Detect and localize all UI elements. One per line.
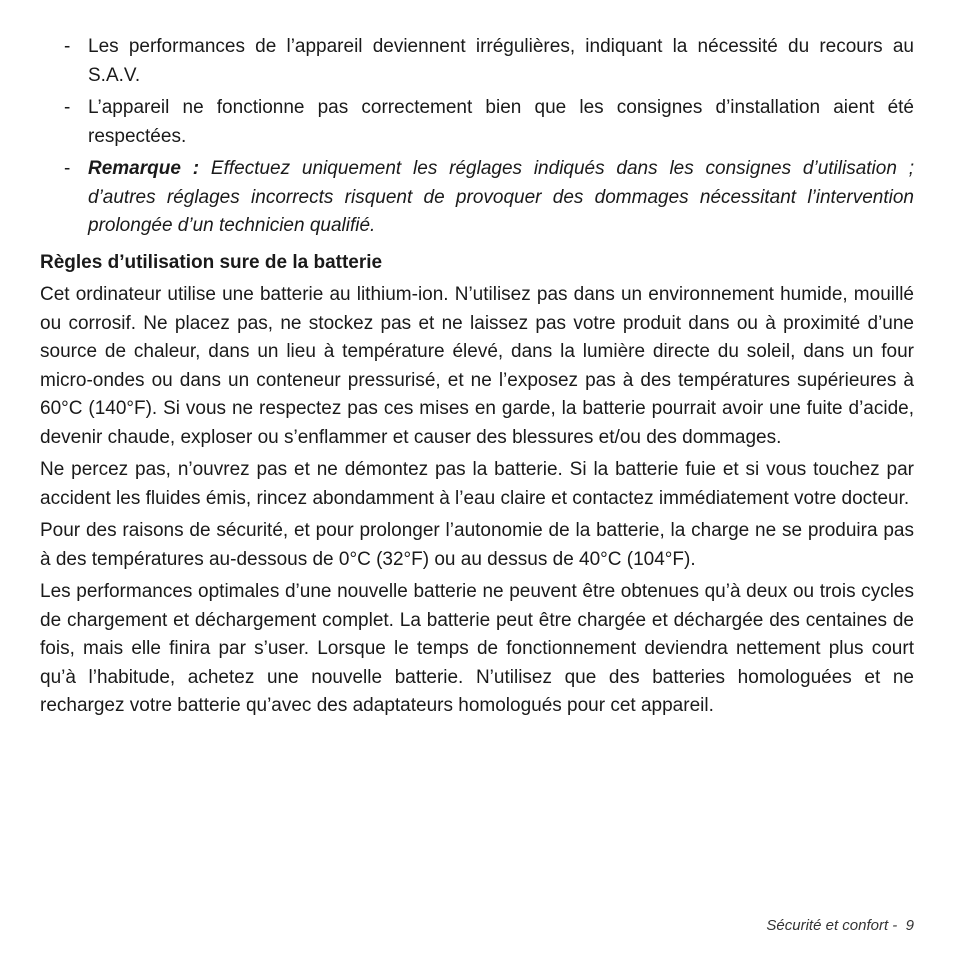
bullet-item-remark bbox=[40, 155, 914, 241]
bullet-dash: - bbox=[64, 158, 71, 179]
bullet-dash: - bbox=[64, 97, 71, 118]
page-number: 9 bbox=[905, 917, 914, 934]
paragraph: Les performances optimales d’une nouvelle batterie ne peuvent être obtenues qu’à deux ou trois cycles de chargement et déchargement complet. La batterie peut être chargée et déchargée des centaines de fois, mais elle finira par s’user. Lorsque le temps de fonctionnement deviendra nettement plus court qu’à l’habitude, achetez une nouvelle batterie. N’utilisez que des batteries homologuées et ne rechargez votre batterie qu’avec des adaptateurs homologués pour cet appareil. bbox=[40, 581, 914, 716]
paragraph: Ne percez pas, n’ouvrez pas et ne démontez pas la batterie. Si la batterie fuie et si vous touchez par accident les fluides émis, rincez abondamment à l’eau claire et contactez immédiatement votre docteur. bbox=[40, 459, 914, 509]
bullet-dash: - bbox=[64, 36, 71, 57]
section-title: Règles d’utilisation sure de la batterie bbox=[40, 251, 383, 273]
paragraph: Pour des raisons de sécurité, et pour prolonger l’autonomie de la batterie, la charge ne se produira pas à des températures au-dessous de 0°C (32°F) ou au dessus de 40°C (104°F). bbox=[40, 520, 914, 570]
bullet-text: L’appareil ne fonctionne pas correctement bien que les consignes d’installation aient été respectées. bbox=[88, 97, 914, 147]
page-footer bbox=[766, 917, 914, 934]
bullet-item bbox=[40, 94, 914, 151]
footer-section: Sécurité et confort - bbox=[766, 917, 898, 934]
remark-label: Remarque : bbox=[88, 158, 200, 179]
bullet-item bbox=[40, 33, 914, 90]
remark-text: Effectuez uniquement les réglages indiqués dans les consignes d’utilisation ; d’autres réglages incorrects risquent de provoquer des dommages nécessitant l’intervention prolongée d’un technicien qualifié. bbox=[88, 158, 915, 236]
bullet-text: Les performances de l’appareil deviennent irrégulières, indiquant la nécessité du recours au S.A.V. bbox=[88, 36, 914, 86]
paragraph: Cet ordinateur utilise une batterie au lithium-ion. N’utilisez pas dans un environnement humide, mouillé ou corrosif. Ne placez pas, ne stockez pas et ne laissez pas votre produit dans ou à proximité d’une source de chaleur, dans un lieu à température élevé, dans la lumière directe du soleil, dans un four micro-ondes ou dans un conteneur pressurisé, et ne l’exposez pas à des températures supérieures à 60°C (140°F). Si vous ne respectez pas ces mises en garde, la batterie pourrait avoir une fuite d’acide, devenir chaude, exploser ou s’enflammer et causer des blessures et/ou des dommages. bbox=[40, 284, 914, 448]
document-body bbox=[40, 33, 914, 725]
